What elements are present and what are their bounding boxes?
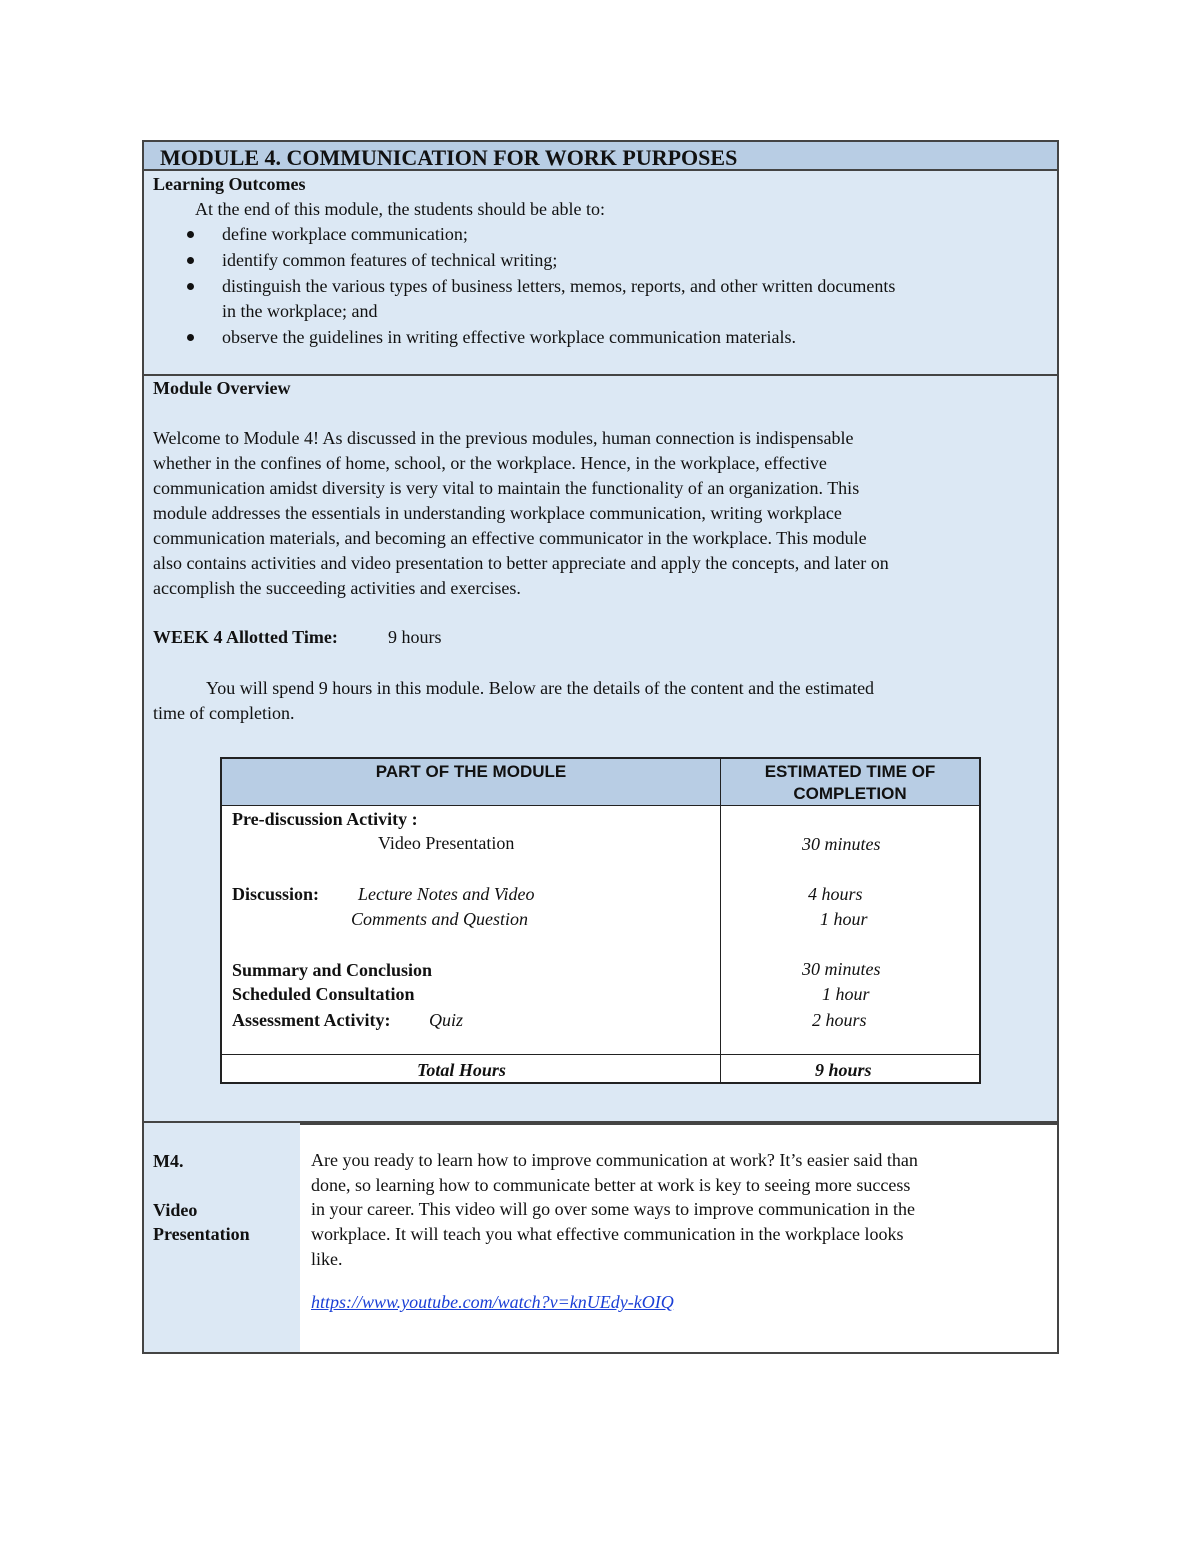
- discussion-time: 4 hours: [808, 884, 863, 904]
- learning-outcomes-heading: Learning Outcomes: [153, 174, 306, 194]
- assessment-time: 2 hours: [812, 1010, 867, 1030]
- total-hours-label: Total Hours: [417, 1060, 506, 1080]
- video-description-line: done, so learning how to communicate better at work is key to seeing more success: [311, 1175, 911, 1195]
- outcome-item: identify common features of technical writing;: [222, 250, 558, 270]
- col-header-time-l2: COMPLETION: [793, 784, 907, 803]
- overview-line: accomplish the succeeding activities and exercises.: [153, 578, 521, 598]
- video-label-line1: Video: [153, 1200, 198, 1220]
- discussion-time: 1 hour: [820, 909, 868, 929]
- bullet-icon: [187, 257, 194, 264]
- video-description-line: like.: [311, 1249, 343, 1269]
- consultation-label: Scheduled Consultation: [232, 984, 415, 1004]
- consultation-time: 1 hour: [822, 984, 870, 1004]
- spend-line: You will spend 9 hours in this module. Below are the details of the content and the estimated: [206, 678, 875, 698]
- overview-line: also contains activities and video presentation to better appreciate and apply the concepts, and later on: [153, 553, 889, 573]
- col-header-part: PART OF THE MODULE: [375, 762, 567, 781]
- outcome-item: observe the guidelines in writing effective workplace communication materials.: [222, 327, 796, 347]
- assessment-label: Assessment Activity:: [232, 1010, 391, 1030]
- pre-discussion-time: 30 minutes: [802, 834, 881, 854]
- video-section-divider: [300, 1123, 1057, 1125]
- outcome-item: distinguish the various types of business letters, memos, reports, and other written documents: [222, 276, 896, 296]
- allotted-time-value: 9 hours: [388, 627, 442, 647]
- discussion-label: Discussion:: [232, 884, 320, 904]
- table-column-divider: [720, 759, 721, 1082]
- overview-line: whether in the confines of home, school, or the workplace. Hence, in the workplace, effective: [153, 453, 827, 473]
- total-hours-value: 9 hours: [815, 1060, 872, 1080]
- overview-line: communication amidst diversity is very vital to maintain the functionality of an organization. This: [153, 478, 860, 498]
- table-header-divider: [222, 805, 979, 806]
- overview-line: communication materials, and becoming an effective communicator in the workplace. This module: [153, 528, 867, 548]
- video-description-line: workplace. It will teach you what effective communication in the workplace looks: [311, 1224, 904, 1244]
- col-header-time-l1: ESTIMATED TIME OF: [764, 762, 936, 781]
- video-label-line2: Presentation: [153, 1224, 250, 1244]
- video-description-line: in your career. This video will go over some ways to improve communication in the: [311, 1199, 916, 1219]
- overview-line: module addresses the essentials in understanding workplace communication, writing workplace: [153, 503, 842, 523]
- summary-time: 30 minutes: [802, 959, 881, 979]
- outcome-item: define workplace communication;: [222, 224, 468, 244]
- spend-line: time of completion.: [153, 703, 295, 723]
- table-total-divider: [222, 1054, 979, 1055]
- video-link[interactable]: https://www.youtube.com/watch?v=knUEdy-kOIQ: [311, 1292, 674, 1312]
- bullet-icon: [187, 334, 194, 341]
- module-title: MODULE 4. COMMUNICATION FOR WORK PURPOSES: [160, 145, 738, 170]
- summary-label: Summary and Conclusion: [232, 960, 433, 980]
- module-title-bar: [142, 140, 1059, 171]
- discussion-item: Comments and Question: [351, 909, 528, 929]
- bullet-icon: [187, 231, 194, 238]
- learning-outcomes-intro: At the end of this module, the students should be able to:: [195, 199, 605, 219]
- allotted-time-label: WEEK 4 Allotted Time:: [153, 627, 338, 647]
- bullet-icon: [187, 283, 194, 290]
- pre-discussion-label: Pre-discussion Activity :: [232, 809, 418, 829]
- discussion-item: Lecture Notes and Video: [358, 884, 535, 904]
- module-overview-heading: Module Overview: [153, 378, 291, 398]
- outcome-item-continuation: in the workplace; and: [222, 301, 378, 321]
- assessment-item: Quiz: [429, 1010, 464, 1030]
- video-code: M4.: [153, 1151, 184, 1171]
- pre-discussion-item: Video Presentation: [378, 833, 515, 853]
- video-description-line: Are you ready to learn how to improve communication at work? It’s easier said than: [311, 1150, 918, 1170]
- time-table: [220, 757, 981, 1084]
- overview-line: Welcome to Module 4! As discussed in the previous modules, human connection is indispensable: [153, 428, 854, 448]
